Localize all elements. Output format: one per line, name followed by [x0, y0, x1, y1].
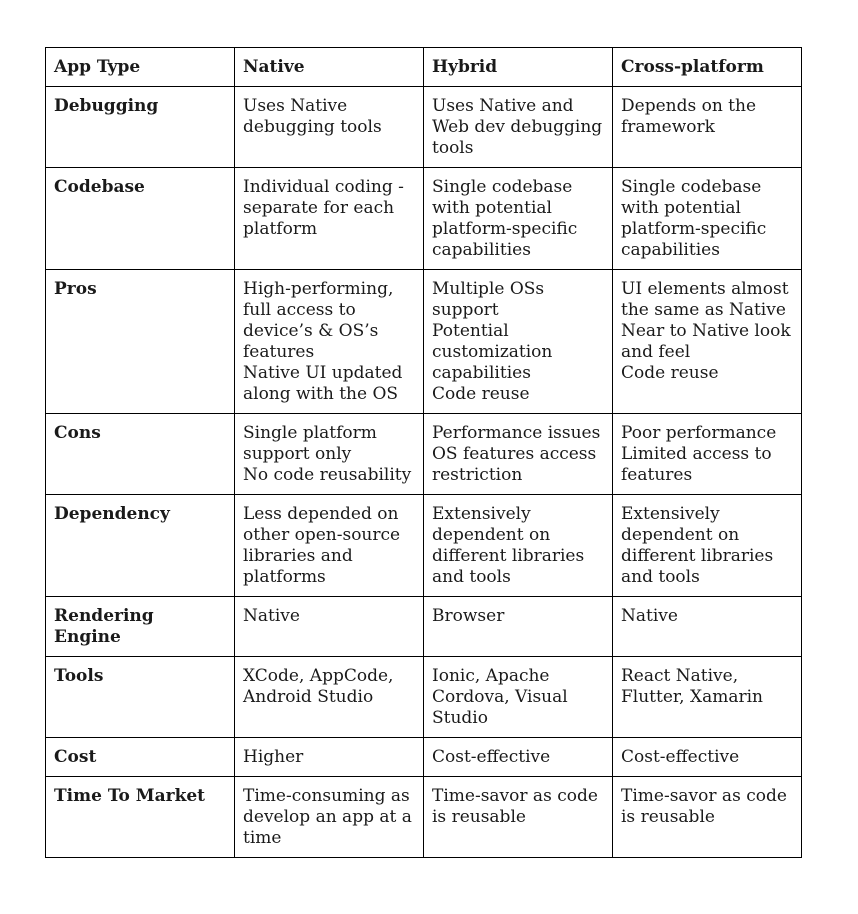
table-cell-native — [235, 168, 424, 270]
table-cell-hybrid — [424, 495, 613, 597]
cell-text-line: Potential customization capabilities — [432, 321, 553, 383]
cell-text-line: Poor performance — [621, 423, 777, 443]
table-cell-cross-platform — [613, 168, 802, 270]
cell-text-line: Cost-effective — [432, 747, 551, 767]
table-cell-native — [235, 414, 424, 495]
cell-text-line: Native — [243, 606, 300, 626]
row-label-cell: Codebase — [46, 168, 235, 270]
cell-text-line: Performance issues — [432, 423, 601, 443]
cell-text-line: React Native, Flutter, Xamarin — [621, 666, 763, 707]
cell-text-line: Single codebase with potential platform-specific capabilities — [432, 177, 578, 260]
cell-text-line: Browser — [432, 606, 505, 626]
cell-text-line: Code reuse — [432, 384, 530, 404]
cell-text-line: Native — [621, 606, 678, 626]
table-cell-native — [235, 87, 424, 168]
cell-text-line: Time-savor as code is reusable — [432, 786, 598, 827]
cell-text-line: Ionic, Apache Cordova, Visual Studio — [432, 666, 568, 728]
table-cell-hybrid — [424, 168, 613, 270]
cell-text-line: Cost-effective — [621, 747, 740, 767]
table-cell-native — [235, 597, 424, 657]
table-cell-hybrid — [424, 87, 613, 168]
table-cell-hybrid — [424, 738, 613, 777]
cell-text-line: Single codebase with potential platform-specific capabilities — [621, 177, 767, 260]
table-row — [46, 738, 802, 777]
cell-text-line: XCode, AppCode, Android Studio — [243, 666, 394, 707]
header-cell-native: Native — [235, 48, 424, 87]
table-row — [46, 87, 802, 168]
cell-text-line: No code reusability — [243, 465, 412, 485]
app-type-comparison-table — [45, 47, 802, 858]
cell-text-line: Depends on the framework — [621, 96, 757, 137]
table-cell-hybrid — [424, 270, 613, 414]
cell-text-line: UI elements almost the same as Native — [621, 279, 789, 320]
header-cell-hybrid: Hybrid — [424, 48, 613, 87]
cell-text-line: Less depended on other open-source libraries and platforms — [243, 504, 401, 587]
table-cell-native — [235, 657, 424, 738]
table-cell-cross-platform — [613, 270, 802, 414]
cell-text-line: Time-savor as code is reusable — [621, 786, 787, 827]
cell-text-line: Code reuse — [621, 363, 719, 383]
table-body — [46, 87, 802, 858]
row-label-cell: Cost — [46, 738, 235, 777]
row-label-cell: Debugging — [46, 87, 235, 168]
table-row — [46, 495, 802, 597]
cell-text-line: Uses Native debugging tools — [243, 96, 382, 137]
header-row — [46, 48, 802, 87]
table-cell-hybrid — [424, 657, 613, 738]
cell-text-line: Higher — [243, 747, 304, 767]
table-row — [46, 597, 802, 657]
cell-text-line: High-performing, full access to device’s & OS’s features — [243, 279, 394, 362]
table-cell-hybrid — [424, 597, 613, 657]
row-label-cell: Time To Market — [46, 777, 235, 858]
table-cell-hybrid — [424, 414, 613, 495]
row-label-cell: Cons — [46, 414, 235, 495]
cell-text-line: OS features access restriction — [432, 444, 597, 485]
table-row — [46, 168, 802, 270]
table-cell-native — [235, 495, 424, 597]
cell-text-line: Time-consuming as develop an app at a time — [243, 786, 412, 848]
row-label-cell: Rendering Engine — [46, 597, 235, 657]
cell-text-line: Individual coding - separate for each platform — [243, 177, 404, 239]
row-label-cell: Tools — [46, 657, 235, 738]
table-row — [46, 657, 802, 738]
table-row — [46, 777, 802, 858]
header-cell-app-type: App Type — [46, 48, 235, 87]
comparison-table-container — [45, 47, 802, 858]
row-label-cell: Pros — [46, 270, 235, 414]
table-cell-native — [235, 738, 424, 777]
cell-text-line: Extensively dependent on different libraries and tools — [432, 504, 585, 587]
table-cell-cross-platform — [613, 597, 802, 657]
table-row — [46, 270, 802, 414]
cell-text-line: Uses Native and Web dev debugging tools — [432, 96, 603, 158]
table-cell-native — [235, 270, 424, 414]
cell-text-line: Near to Native look and feel — [621, 321, 791, 362]
table-cell-cross-platform — [613, 777, 802, 858]
cell-text-line: Single platform support only — [243, 423, 377, 464]
cell-text-line: Limited access to features — [621, 444, 772, 485]
row-label-cell: Dependency — [46, 495, 235, 597]
table-cell-hybrid — [424, 777, 613, 858]
cell-text-line: Native UI updated along with the OS — [243, 363, 403, 404]
table-cell-cross-platform — [613, 738, 802, 777]
table-cell-cross-platform — [613, 657, 802, 738]
table-cell-cross-platform — [613, 87, 802, 168]
table-row — [46, 414, 802, 495]
header-cell-cross-platform: Cross-platform — [613, 48, 802, 87]
table-cell-native — [235, 777, 424, 858]
table-cell-cross-platform — [613, 414, 802, 495]
cell-text-line: Multiple OSs support — [432, 279, 545, 320]
table-cell-cross-platform — [613, 495, 802, 597]
cell-text-line: Extensively dependent on different libraries and tools — [621, 504, 774, 587]
